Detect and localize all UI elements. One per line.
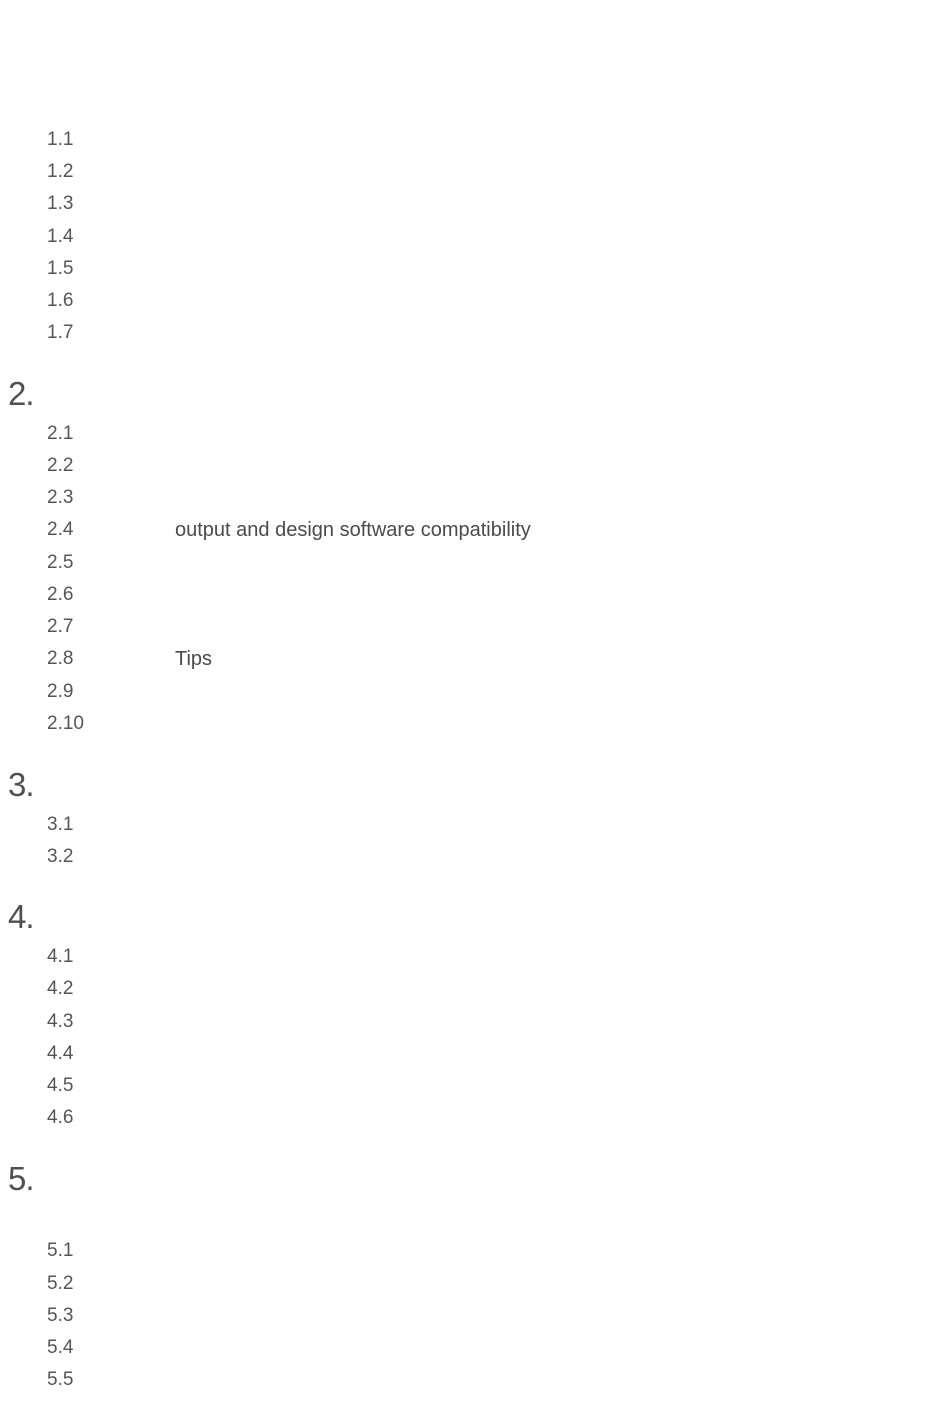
toc-item-3-2[interactable] bbox=[47, 845, 927, 869]
toc-item-2-8[interactable] bbox=[47, 647, 927, 671]
toc-item-number: 4.6 bbox=[47, 1107, 74, 1128]
toc-item-number: 1.5 bbox=[47, 258, 74, 279]
toc-item-title: Tips bbox=[175, 648, 213, 670]
toc-item-number: 2.4 bbox=[47, 519, 74, 540]
toc-item-4-5[interactable] bbox=[47, 1074, 927, 1098]
toc-item-number: 1.6 bbox=[47, 290, 74, 311]
toc-item-number: 5.4 bbox=[47, 1337, 74, 1358]
toc-item-3-1[interactable] bbox=[47, 813, 927, 837]
toc-item-1-6[interactable] bbox=[47, 289, 927, 313]
section-number-3[interactable]: 3. bbox=[8, 766, 34, 803]
toc-item-number: 4.3 bbox=[47, 1011, 74, 1032]
toc-item-2-5[interactable] bbox=[47, 551, 927, 575]
toc-item-number: 4.2 bbox=[47, 978, 74, 999]
toc-item-4-1[interactable] bbox=[47, 945, 927, 969]
toc-item-5-2[interactable] bbox=[47, 1272, 927, 1296]
toc-item-5-4[interactable] bbox=[47, 1336, 927, 1360]
toc-item-2-7[interactable] bbox=[47, 615, 927, 639]
toc-item-5-1[interactable] bbox=[47, 1239, 927, 1263]
section-number-4[interactable]: 4. bbox=[8, 898, 34, 935]
toc-item-1-3[interactable] bbox=[47, 192, 927, 216]
toc-item-1-1[interactable] bbox=[47, 128, 927, 152]
toc-item-4-3[interactable] bbox=[47, 1010, 927, 1034]
toc-item-number: 5.3 bbox=[47, 1305, 74, 1326]
toc-item-5-5[interactable] bbox=[47, 1368, 927, 1392]
toc-item-1-2[interactable] bbox=[47, 160, 927, 184]
toc-item-number: 2.3 bbox=[47, 487, 74, 508]
toc-item-1-4[interactable] bbox=[47, 225, 927, 249]
toc-item-2-10[interactable] bbox=[47, 712, 927, 736]
toc-item-number: 2.5 bbox=[47, 552, 74, 573]
toc-item-number: 4.5 bbox=[47, 1075, 74, 1096]
toc-item-number: 1.3 bbox=[47, 193, 74, 214]
toc-item-title: output and design software compatibility bbox=[175, 519, 531, 541]
toc-item-4-2[interactable] bbox=[47, 977, 927, 1001]
toc-item-number: 1.4 bbox=[47, 226, 74, 247]
toc-item-number: 4.4 bbox=[47, 1043, 74, 1064]
toc-item-5-3[interactable] bbox=[47, 1304, 927, 1328]
toc-item-2-4[interactable] bbox=[47, 518, 927, 542]
toc-item-2-2[interactable] bbox=[47, 454, 927, 478]
toc-item-number: 1.7 bbox=[47, 322, 74, 343]
toc-item-2-3[interactable] bbox=[47, 486, 927, 510]
toc-item-2-1[interactable] bbox=[47, 422, 927, 446]
toc-item-number: 3.1 bbox=[47, 814, 74, 835]
section-number-2[interactable]: 2. bbox=[8, 375, 34, 412]
toc-item-number: 2.6 bbox=[47, 584, 74, 605]
toc-item-1-5[interactable] bbox=[47, 257, 927, 281]
toc-item-number: 5.1 bbox=[47, 1240, 74, 1261]
toc-item-number: 2.2 bbox=[47, 455, 74, 476]
toc-item-number: 2.9 bbox=[47, 681, 74, 702]
toc-item-number: 1.2 bbox=[47, 161, 74, 182]
toc-item-number: 2.7 bbox=[47, 616, 74, 637]
toc-item-number: 1.1 bbox=[47, 129, 74, 150]
toc-item-4-6[interactable] bbox=[47, 1106, 927, 1130]
toc-item-number: 5.2 bbox=[47, 1273, 74, 1294]
toc-item-4-4[interactable] bbox=[47, 1042, 927, 1066]
toc-item-number: 4.1 bbox=[47, 946, 74, 967]
toc-item-number: 5.5 bbox=[47, 1369, 74, 1390]
toc-item-2-6[interactable] bbox=[47, 583, 927, 607]
toc-item-number: 3.2 bbox=[47, 846, 74, 867]
toc-item-number: 2.10 bbox=[47, 713, 84, 734]
toc-item-1-7[interactable] bbox=[47, 321, 927, 345]
section-number-5[interactable]: 5. bbox=[8, 1160, 34, 1197]
toc-item-2-9[interactable] bbox=[47, 680, 927, 704]
toc-item-number: 2.1 bbox=[47, 423, 74, 444]
toc-item-number: 2.8 bbox=[47, 648, 74, 669]
